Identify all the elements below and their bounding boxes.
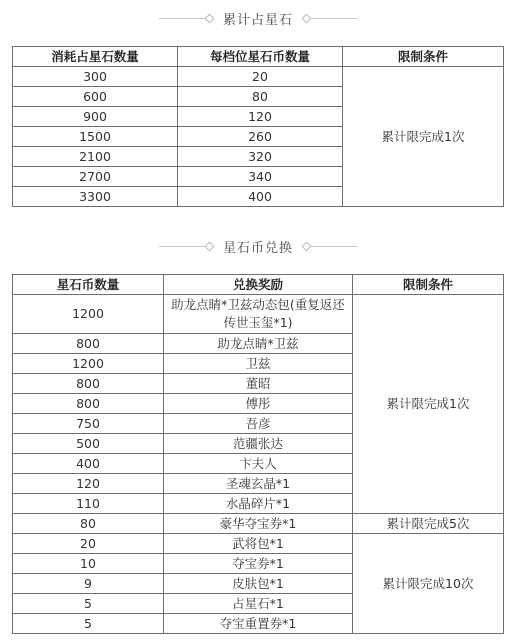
item-cell: 卫兹 [164, 354, 353, 374]
reward-cell: 20 [178, 67, 343, 87]
cost-cell: 300 [13, 67, 178, 87]
limit-cell: 累计限完成1次 [343, 67, 504, 207]
price-cell: 1200 [13, 354, 164, 374]
price-cell: 1200 [13, 295, 164, 334]
cost-cell: 3300 [13, 187, 178, 207]
price-cell: 800 [13, 374, 164, 394]
reward-cell: 120 [178, 107, 343, 127]
item-cell: 水晶碎片*1 [164, 494, 353, 514]
price-cell: 5 [13, 614, 164, 634]
title-divider-left [159, 18, 209, 19]
item-cell: 助龙点睛*卫兹动态包(重复返还传世玉玺*1) [164, 295, 353, 334]
title-divider-left [159, 246, 209, 247]
header-limit: 限制条件 [353, 275, 504, 295]
header-item: 兑换奖励 [164, 275, 353, 295]
item-cell: 圣魂玄晶*1 [164, 474, 353, 494]
header-price: 星石币数量 [13, 275, 164, 295]
item-cell: 豪华夺宝券*1 [164, 514, 353, 534]
item-cell: 助龙点睛*卫兹 [164, 334, 353, 354]
price-cell: 800 [13, 394, 164, 414]
price-cell: 9 [13, 574, 164, 594]
limit-cell: 累计限完成5次 [353, 514, 504, 534]
exchange-table [12, 274, 504, 634]
price-cell: 750 [13, 414, 164, 434]
accumulate-table [12, 46, 504, 207]
cost-cell: 2100 [13, 147, 178, 167]
item-cell: 范疆张达 [164, 434, 353, 454]
price-cell: 10 [13, 554, 164, 574]
item-cell: 夺宝券*1 [164, 554, 353, 574]
price-cell: 80 [13, 514, 164, 534]
title-divider-right [307, 18, 357, 19]
section-title-exchange [0, 234, 516, 258]
item-cell: 董昭 [164, 374, 353, 394]
section-title-label: 星石币兑换 [222, 240, 293, 256]
item-cell: 傅彤 [164, 394, 353, 414]
limit-cell: 累计限完成1次 [353, 295, 504, 514]
price-cell: 400 [13, 454, 164, 474]
table-header-row [13, 47, 504, 67]
price-cell: 5 [13, 594, 164, 614]
header-reward: 每档位星石币数量 [178, 47, 343, 67]
cost-cell: 600 [13, 87, 178, 107]
reward-cell: 320 [178, 147, 343, 167]
item-cell: 卞夫人 [164, 454, 353, 474]
section-title-label: 累计占星石 [222, 12, 293, 28]
cost-cell: 1500 [13, 127, 178, 147]
table-row [13, 295, 504, 334]
table-header-row [13, 275, 504, 295]
item-cell: 占星石*1 [164, 594, 353, 614]
table-row [13, 514, 504, 534]
limit-cell: 累计限完成10次 [353, 534, 504, 634]
reward-cell: 340 [178, 167, 343, 187]
reward-cell: 80 [178, 87, 343, 107]
price-cell: 800 [13, 334, 164, 354]
item-cell: 皮肤包*1 [164, 574, 353, 594]
price-cell: 110 [13, 494, 164, 514]
table-row [13, 534, 504, 554]
item-cell: 夺宝重置券*1 [164, 614, 353, 634]
section-title-accumulate [0, 6, 516, 30]
price-cell: 500 [13, 434, 164, 454]
price-cell: 120 [13, 474, 164, 494]
price-cell: 20 [13, 534, 164, 554]
item-cell: 吾彦 [164, 414, 353, 434]
header-cost: 消耗占星石数量 [13, 47, 178, 67]
reward-cell: 400 [178, 187, 343, 207]
title-divider-right [307, 246, 357, 247]
cost-cell: 2700 [13, 167, 178, 187]
item-cell: 武将包*1 [164, 534, 353, 554]
cost-cell: 900 [13, 107, 178, 127]
reward-cell: 260 [178, 127, 343, 147]
table-row [13, 67, 504, 87]
header-limit: 限制条件 [343, 47, 504, 67]
